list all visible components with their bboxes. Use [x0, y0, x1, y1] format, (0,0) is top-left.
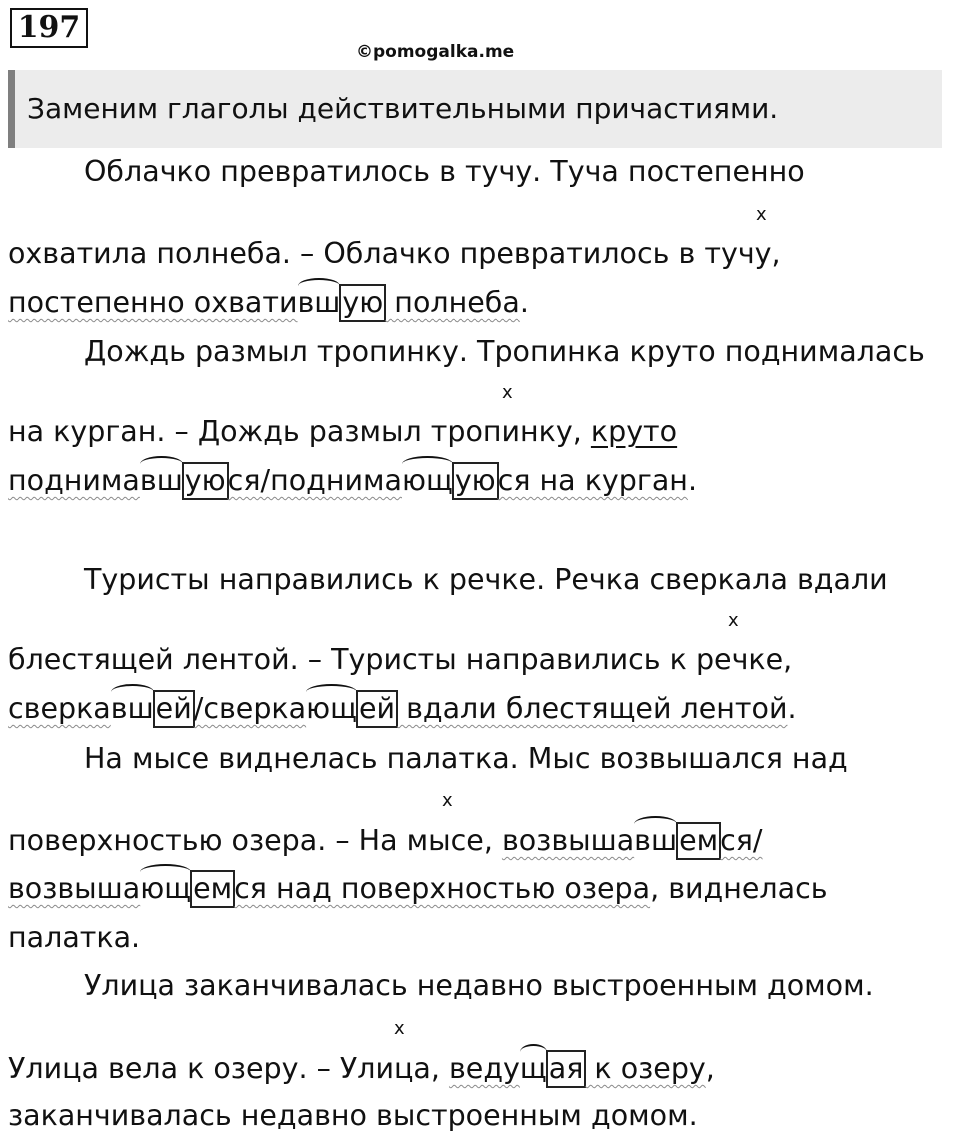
item3-sentence-line1: Туристы направились к речке. Речка сверкала вдали [84, 563, 888, 596]
item4-sentence-line4: палатка. [8, 921, 141, 954]
suffix-arc: ющ [306, 692, 357, 725]
ending-box: ую [452, 462, 499, 500]
item2-sentence-line1: Дождь размыл тропинку. Тропинка круто поднималась [84, 335, 925, 368]
ending-box: ая [546, 1050, 587, 1088]
instruction-banner [8, 70, 942, 148]
item5-sentence-line1: Улица заканчивалась недавно выстроенным домом. [84, 969, 874, 1002]
suffix-arc: вш [139, 464, 183, 497]
suffix-arc: ющ [140, 872, 192, 905]
suffix-arc: вш [110, 692, 154, 725]
item1-answer-line: постепенно охватившую полнеба. [8, 284, 529, 322]
item5-sentence-line2: Улица вела к озеру. – Улица, ведущая к озеру, [8, 1050, 715, 1088]
watermark: ©pomogalka.me [356, 42, 515, 62]
item5-mark: x [394, 1018, 405, 1039]
suffix-arc: щ [519, 1052, 547, 1085]
item2-answer-line: поднимавшуюся/поднимающуюся на курган. [8, 462, 697, 500]
item5-sentence-line3: заканчивалась недавно выстроенным домом. [8, 1099, 698, 1132]
suffix-arc: вш [297, 286, 341, 319]
ending-box: ей [153, 690, 195, 728]
suffix-arc: вш [634, 824, 678, 857]
item4-mark: x [442, 790, 453, 811]
item1-sentence-line1: Облачко превратилось в тучу. Туча постепенно [84, 155, 805, 188]
item1-sentence-line2: охватила полнеба. – Облачко превратилось в тучу, [8, 237, 781, 270]
item4-sentence-line2: поверхностью озера. – На мысе, возвышавшемся/ [8, 822, 763, 860]
ending-box: ую [339, 284, 386, 322]
item3-sentence-line2: блестящей лентой. – Туристы направились к речке, [8, 643, 793, 676]
ending-box: ую [182, 462, 229, 500]
item4-answer-line: возвышающемся над поверхностью озера, виднелась [8, 870, 828, 908]
item3-answer-line: сверкавшей/сверкающей вдали блестящей лентой. [8, 690, 797, 728]
instruction-text: Заменим глаголы действительными причастиями. [27, 92, 779, 125]
suffix-arc: ющ [401, 464, 453, 497]
ending-box: ем [190, 870, 235, 908]
item4-sentence-line1: На мысе виднелась палатка. Мыс возвышался над [84, 742, 848, 775]
item3-mark: x [728, 610, 739, 631]
item1-mark: x [756, 204, 767, 225]
ending-box: ей [356, 690, 398, 728]
exercise-number: 197 [10, 8, 88, 48]
ending-box: ем [676, 822, 721, 860]
item2-mark: x [502, 382, 513, 403]
item2-sentence-line2: на курган. – Дождь размыл тропинку, круто [8, 415, 678, 448]
